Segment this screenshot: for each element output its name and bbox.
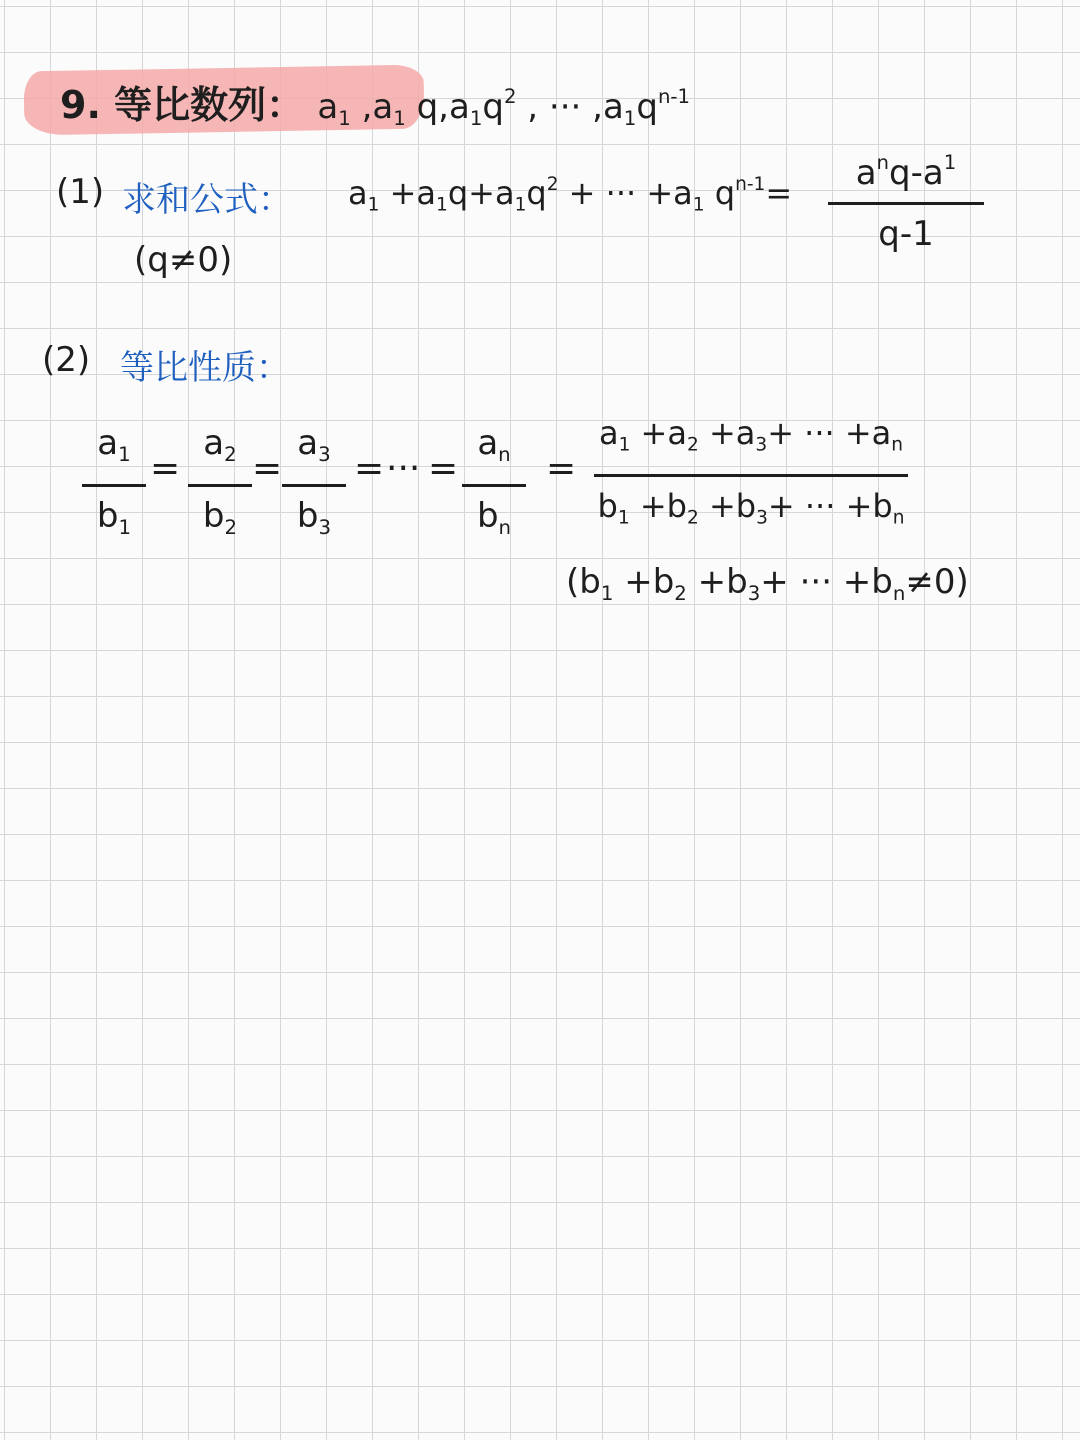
ratio-fraction-1 (82, 420, 146, 551)
sum-ratio-fraction (594, 410, 908, 542)
sum-ratio-denominator: $b_1 +b_2 +b_3+$ ··· $+b_n$ (597, 487, 905, 529)
sum-ratio-numerator: $a_1 +a_2 +a_3+$ ··· $+a_n$ (598, 414, 904, 456)
equals-sign: = (150, 448, 181, 489)
ellipsis: ··· (386, 448, 421, 489)
sum-formula-lhs: $a_1 +a_1q+a_1q^2$ + ··· $+a_1$ $q^{n-1}=$ (348, 174, 793, 216)
ratio-numerator: $a_n$ (477, 423, 511, 466)
section-number: 9. (60, 83, 101, 127)
section-title (60, 74, 690, 130)
ratio-denominator: $b_2$ (202, 495, 238, 539)
equals-sign: = (546, 448, 577, 489)
ratio-fraction-3 (282, 420, 346, 551)
ratio-numerator: $a_2$ (203, 423, 237, 466)
fraction-bar (828, 202, 984, 205)
equals-sign: = (354, 448, 385, 489)
item2-index: (2) (42, 340, 91, 380)
equals-sign: = (428, 448, 459, 489)
item1-index: (1) (56, 172, 105, 212)
ratio-denominator: $b_1$ (96, 495, 132, 539)
ratio-denominator: $b_n$ (476, 495, 512, 539)
section-title-text: 等比数列： (114, 83, 305, 127)
ratio-numerator: $a_1$ (97, 423, 131, 466)
sum-formula-fraction (828, 140, 984, 257)
item1-label: 求和公式： (122, 180, 292, 220)
equals-sign: = (252, 448, 283, 489)
ratio-fraction-2 (188, 420, 252, 551)
sum-condition: (q≠0) (134, 240, 233, 280)
sequence-formula: $a_1$ $,a_1$ $q,a_1q^2$ , ··· $,a_1q^{n-1}$ (317, 85, 691, 130)
ratio-denominator: $b_3$ (296, 495, 332, 539)
ratio-numerator: $a_3$ (297, 423, 331, 466)
item2-label: 等比性质： (120, 348, 290, 388)
sum-numerator: $a^nq-a^1$ (855, 151, 957, 193)
property-condition: ($b_1 +b_2 +b_3+$ ··· $+b_n\ne 0$) (566, 562, 969, 605)
ratio-fraction-n (462, 420, 526, 551)
sum-denominator: q-1 (878, 213, 934, 254)
